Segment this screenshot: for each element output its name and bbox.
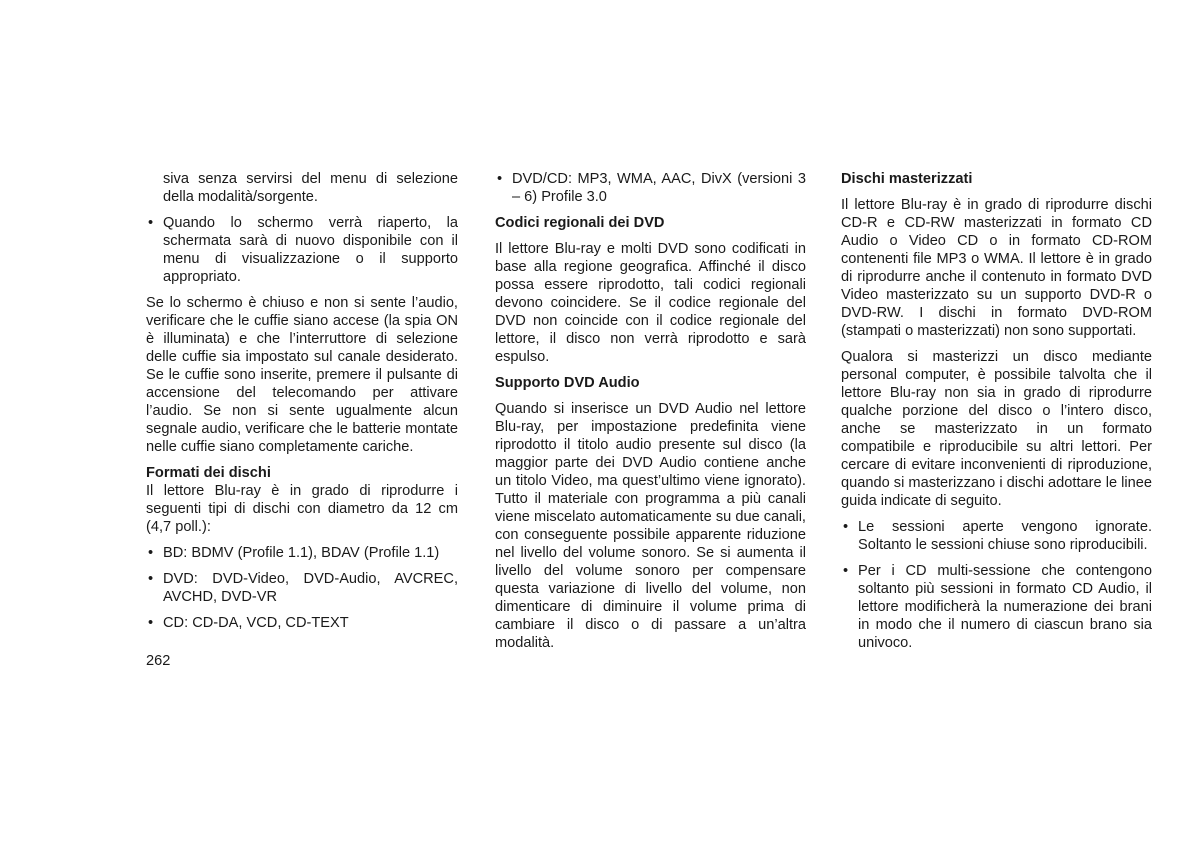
bullet-list-dvdcd bbox=[495, 170, 806, 206]
paragraph-burned-discs: Il lettore Blu-ray è in grado di riprodurre dischi CD-R e CD-RW masterizzati in formato CD Audio o Video CD o in formato CD-ROM contenenti file MP3 o WMA. Il lettore è in grado di riprodurre anche il contenuto in formato DVD Video masterizzato su un supporto DVD-R o DVD-RW. I dischi in formato DVD-ROM (stampati o masterizzati) non sono supportati. bbox=[841, 197, 1152, 339]
paragraph-headphones: Se lo schermo è chiuso e non si sente l’audio, verificare che le cuffie siano accese (la spia ON è illuminata) e che l’interruttore di selezione delle cuffie sia impostato sul canale desiderato. Se le cuffie sono inserite, premere il pulsante di accensione del telecomando per attivare l’audio. Se non si sente ugualmente alcun segnale audio, verificare che le batterie montate nelle cuffie siano completamente cariche. bbox=[146, 295, 458, 455]
paragraph-dvd-audio: Quando si inserisce un DVD Audio nel lettore Blu-ray, per impostazione predefinita viene riprodotto il titolo audio presente sul disco (la maggior parte dei DVD Audio contiene anche un titolo Video, ma quest’ultimo viene ignorato). Tutto il materiale con programma a più canali viene miscelato automaticamente su due canali, con conseguente possibile apparente riduzione nel livello del volume sonoro. Se si aumenta il livello del volume sonoro per compensare questa variazione di livello del volume, non dimenticare di diminuire il volume prima di cambiare il disco o di passare a un’altra modalità. bbox=[495, 401, 806, 651]
page-number: 262 bbox=[146, 653, 171, 669]
list-item: • CD: CD-DA, VCD, CD-TEXT bbox=[146, 614, 458, 632]
format-list bbox=[146, 544, 458, 632]
bullet-list-screen bbox=[146, 214, 458, 286]
list-item: • BD: BDMV (Profile 1.1), BDAV (Profile 1.1) bbox=[146, 544, 458, 562]
list-item: • DVD/CD: MP3, WMA, AAC, DivX (versioni 3 – 6) Profile 3.0 bbox=[495, 170, 806, 206]
list-item: • Quando lo schermo verrà riaperto, la schermata sarà di nuovo disponibile con il menu di visualizzazione o il supporto appropriato. bbox=[146, 214, 458, 286]
paragraph-pc-burning: Qualora si masterizzi un disco mediante personal computer, è possibile talvolta che il lettore Blu-ray non sia in grado di riprodurre qualche porzione del disco o l’intero disco, anche se masterizzato in un formato compatibile e riproducibile su altri lettori. Per cercare di evitare inconvenienti di riproduzione, quando si masterizzano i dischi adottare le linee guida indicate di seguito. bbox=[841, 349, 1152, 509]
guideline-list bbox=[841, 518, 1152, 652]
heading-burned-discs: Dischi masterizzati bbox=[841, 171, 973, 187]
list-item: • DVD: DVD-Video, DVD-Audio, AVCREC, AVCHD, DVD-VR bbox=[146, 570, 458, 606]
column-left bbox=[146, 170, 458, 640]
heading-dvd-audio: Supporto DVD Audio bbox=[495, 375, 640, 391]
paragraph-region-codes: Il lettore Blu-ray e molti DVD sono codificati in base alla regione geografica. Affinché il disco possa essere riprodotto, tali codici regionali devono coincidere. Se il codice regionale del DVD non coincide con il codice regionale del lettore, il disco non verrà riprodotto e sarà espulso. bbox=[495, 241, 806, 365]
list-item: • Le sessioni aperte vengono ignorate. Soltanto le sessioni chiuse sono riproducibili. bbox=[841, 518, 1152, 554]
column-right bbox=[841, 170, 1152, 660]
heading-disc-formats: Formati dei dischi bbox=[146, 465, 271, 481]
column-middle bbox=[495, 170, 806, 660]
list-item: • Per i CD multi-sessione che contengono soltanto più sessioni in formato CD Audio, il lettore modificherà la numerazione dei brani in modo che il numero di ciascun brano sia univoco. bbox=[841, 562, 1152, 652]
continuation-text: siva senza servirsi del menu di selezione della modalità/sorgente. bbox=[163, 171, 458, 205]
heading-region-codes: Codici regionali dei DVD bbox=[495, 215, 665, 231]
paragraph-disc-formats: Il lettore Blu-ray è in grado di riprodurre i seguenti tipi di dischi con diametro da 12 cm (4,7 poll.): bbox=[146, 483, 458, 535]
